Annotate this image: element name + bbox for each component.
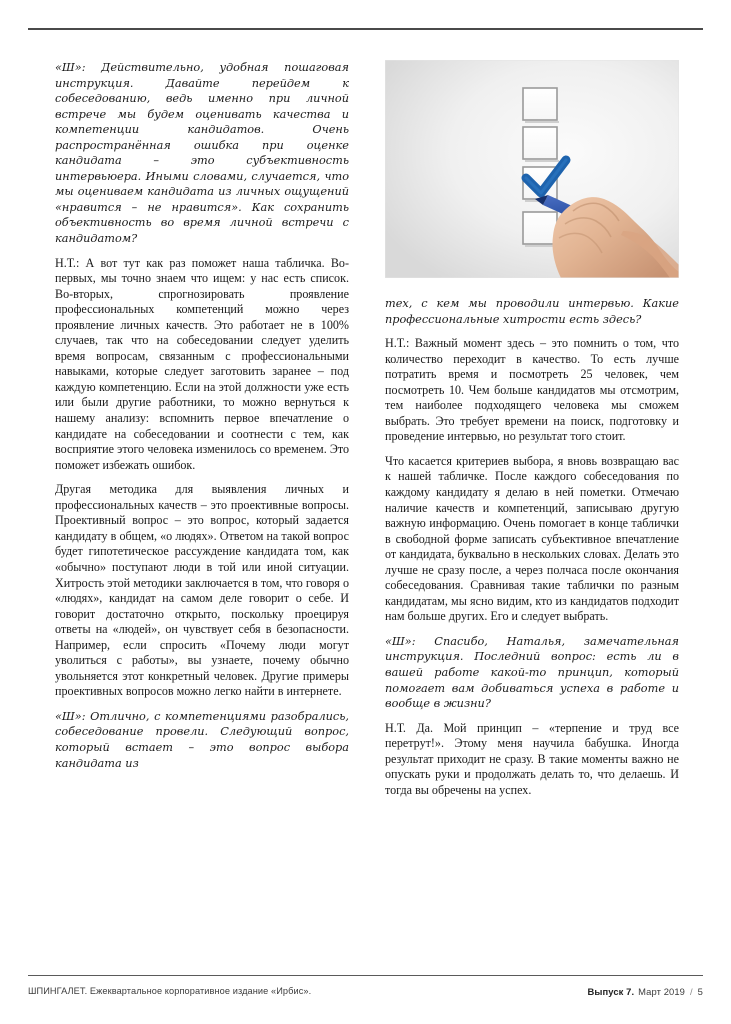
paragraph-answer-4: Что касается критериев выбора, я вновь возвращаю вас к нашей табличке. После каждого собеседования по каждому кандидату я делаю в ней пометки. Отмечаю наличие качеств и компетенций, записываю другую важную информацию. Очень помогает в конце таблички в свободной форме записать субъективное впечатление от кандидата, буквально в нескольких словах. Делать это лучше не сразу после, а через полчаса после окончания собеседования. Сравнивая такие таблички по разным кандидатам, мы ясно видим, кто из кандидатов подходит нам больше других. Его и следует выбрать. (385, 453, 680, 624)
checkbox-2 (523, 127, 559, 162)
footer-separator: / (689, 985, 693, 997)
paragraph-answer-1: Н.Т.: А вот тут как раз поможет наша табличка. Во-первых, мы точно знаем что ищем: у нас есть список. Во-вторых, спрогнозировать проявление профессиональных компетенций можно через проявление личных качеств. Это работает не в 100% случаев, так что на собеседовании следует уделить время вопросам, связанным с профессиональными навыками, которые следует заготовить заранее – под каждую компетенцию. Если на этой должности уже есть или были другие работники, то можно вернуться к нашему анализу: вспомнить первое впечатление о кандидате на собеседовании и соотнести с тем, как восприятие этого человека изменилось со временем. Это поможет избежать ошибок. (55, 255, 349, 472)
two-column-body (55, 60, 680, 950)
page-footer (28, 981, 703, 1001)
paragraph-interviewer-question-1: «Ш»: Действительно, удобная пошаговая инструкция. Давайте перейдем к собеседованию, ведь именно при личной встрече мы будем оценивать качества и компетенции кандидатов. Очень распространённая ошибка при оценке кандидата – это субъективность интервьюера. Иными словами, случается, что мы оцениваем кандидата из личных ощущений «нравится – не нравится». Как сохранить объективность во время личной встречи с кандидатом? (55, 61, 349, 246)
paragraph-answer-5: Н.Т. Да. Мой принцип – «терпение и труд все перетрут!». Этому меня научила бабушка. Иногда результат приходит не сразу. В такие моменты важно не опускать руки и продолжать делать то, что делаешь. И тогда вы обречены на успех. (385, 720, 679, 797)
footer-issue-info (588, 986, 704, 997)
top-divider-rule (28, 28, 703, 30)
paragraph-interviewer-question-2-cont: тех, с кем мы проводили интервью. Какие профессиональные хитрости есть здесь? (385, 297, 679, 326)
paragraph-interviewer-question-3: «Ш»: Спасибо, Наталья, замечательная инструкция. Последний вопрос: есть ли в вашей работе какой-то принцип, который помогает вам добиваться успеха в работе и вообще в жизни? (385, 634, 679, 711)
photo-illustration (385, 60, 679, 278)
footer-divider-rule (28, 975, 703, 976)
footer-date: Март 2019 (638, 985, 685, 997)
paragraph-interviewer-question-2: «Ш»: Отлично, с компетенциями разобрались, собеседование провели. Следующий вопрос, который встает – это вопрос выбора кандидата из (55, 709, 349, 770)
footer-publication-info: ШПИНГАЛЕТ. Ежеквартальное корпоративное издание «Ирбис». (28, 986, 312, 996)
right-text-column (385, 60, 679, 950)
paragraph-answer-3: Н.Т.: Важный момент здесь – это помнить о том, что количество переходит в качество. То есть лучше потратить время и посмотреть 25 человек, чем посмотреть 10. Чем больше кандидатов мы отсмотрим, тем наиболее подходящего человека мы сможем выбрать. Это требует времени на поиск, подготовку и проведение интервью, но результат того стоит. (385, 336, 679, 444)
left-text-column (55, 60, 349, 950)
hand-checking-checkbox-photo (385, 60, 679, 278)
footer-issue-label: Выпуск 7. (587, 985, 635, 997)
paragraph-answer-2: Другая методика для выявления личных и профессиональных качеств – это проективные вопросы. Проективный вопрос – это вопрос, который задается кандидату в общем, «о людях». Ответом на такой вопрос будет гипотетическое рассуждение кандидата том, как «обычно» поступают люди в той или иной ситуации. Хитрость этой методики заключается в том, что говоря о «людях», кандидат на самом деле говорит о себе. И говорит достаточно открыто, поскольку проецируя ответы на «людей», он чувствует себя в безопасности. Например, если спросить «Почему люди могут уволиться с работы», вы узнаете, почему обычно увольняется этот конкретный человек. Другие примеры проективных вопросов можно легко найти в интернете. (55, 482, 349, 699)
checkbox-1 (523, 88, 559, 123)
footer-page-number: 5 (697, 985, 703, 997)
